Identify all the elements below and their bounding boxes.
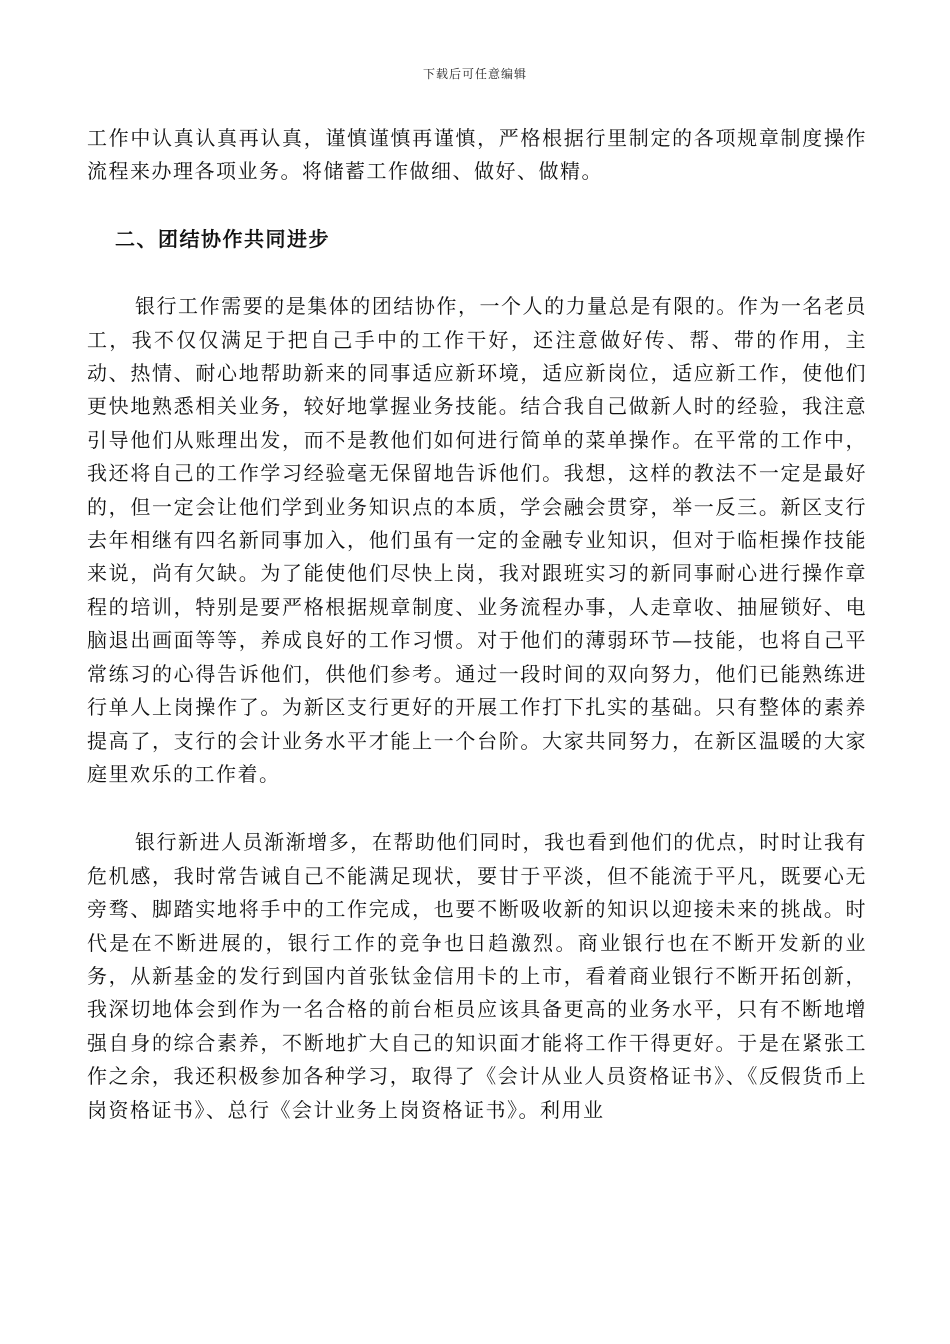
section-heading: 二、团结协作共同进步 — [115, 226, 330, 251]
paragraph-teamwork: 银行工作需要的是集体的团结协作，一个人的力量总是有限的。作为一名老员工，我不仅仅满足于把自己手中的工作干好，还注意做好传、帮、带的作用，主动、热情、耐心地帮助新来的同事适应新环境，适应新岗位，适应新工作，使他们更快地熟悉相关业务，较好地掌握业务技能。结合我自己做新人时的经验，我注意引导他们从账理出发，而不是教他们如何进行简单的菜单操作。在平常的工作中，我还将自己的工作学习经验毫无保留地告诉他们。我想，这样的教法不一定是最好的，但一定会让他们学到业务知识点的本质，学会融会贯穿，举一反三。新区支行去年相继有四名新同事加入，他们虽有一定的金融专业知识，但对于临柜操作技能来说，尚有欠缺。为了能使他们尽快上岗，我对跟班实习的新同事耐心进行操作章程的培训，特别是要严格根据规章制度、业务流程办事，人走章收、抽屉锁好、电脑退出画面等等，养成良好的工作习惯。对于他们的薄弱环节—技能，也将自己平常练习的心得告诉他们，供他们参考。通过一段时间的双向努力，他们已能熟练进行单人上岗操作了。为新区支行更好的开展工作打下扎实的基础。只有整体的素养提高了，支行的会计业务水平才能上一个台阶。大家共同努力，在新区温暖的大家庭里欢乐的工作着。 — [87, 294, 867, 786]
page-header: 下载后可任意编辑 — [422, 67, 527, 81]
continued-paragraph: 工作中认真认真再认真，谨慎谨慎再谨慎，严格根据行里制定的各项规章制度操作流程来办理各项业务。将储蓄工作做细、做好、做精。 — [87, 126, 867, 184]
document-body — [87, 122, 867, 1127]
paragraph-learning: 银行新进人员渐渐增多，在帮助他们同时，我也看到他们的优点，时时让我有危机感，我时常告诫自己不能满足现状，要甘于平淡，但不能流于平凡，既要心无旁骛、脚踏实地将手中的工作完成，也要不断吸收新的知识以迎接未来的挑战。时代是在不断进展的，银行工作的竞争也日趋激烈。商业银行也在不断开发新的业务，从新基金的发行到国内首张钛金信用卡的上市，看着商业银行不断开拓创新，我深切地体会到作为一名合格的前台柜员应该具备更高的业务水平，只有不断地增强自身的综合素养，不断地扩大自己的知识面才能将工作干得更好。于是在紧张工作之余，我还积极参加各种学习，取得了《会计从业人员资格证书》、《反假货币上岗资格证书》、总行《会计业务上岗资格证书》。利用业 — [87, 830, 867, 1122]
